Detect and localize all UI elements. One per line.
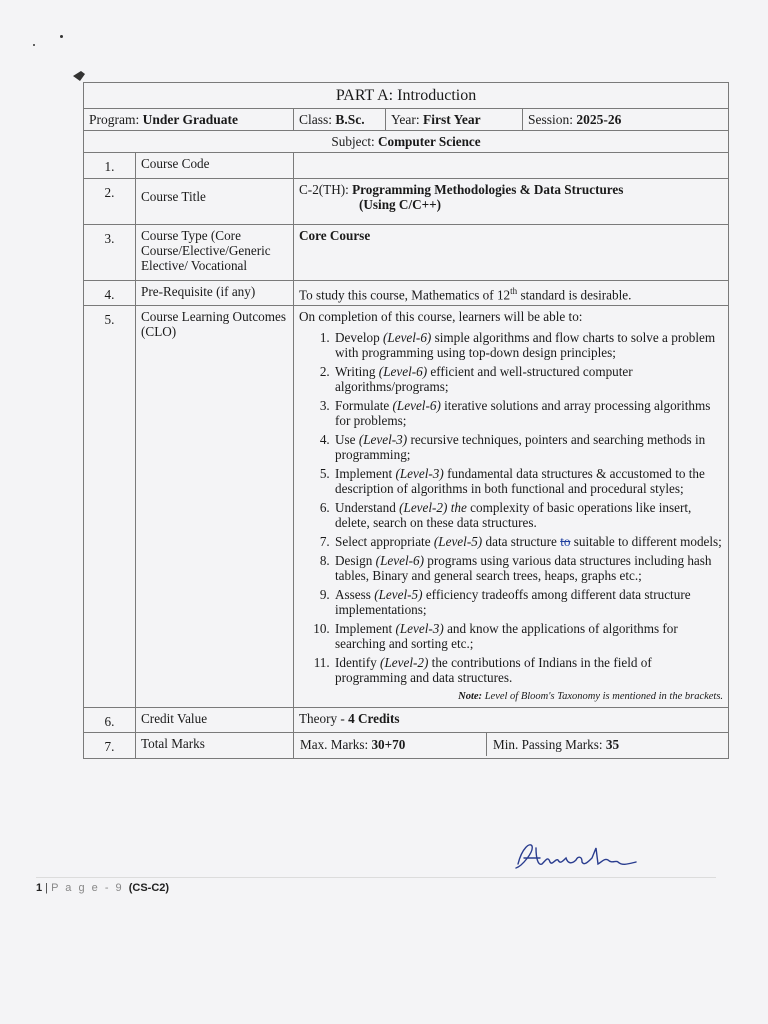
row-label: Total Marks [136,733,294,759]
clo-text: programs using various data structures including hash tables, Binary and general search trees, heaps, graphs etc.; [335,553,712,584]
clo-level: (Level-3) [395,621,444,637]
clo-text: suitable to different models; [573,534,722,550]
row-label: Pre-Requisite (if any) [136,281,294,306]
class-label: Class: [299,112,333,127]
row-number: 3. [84,225,136,281]
clo-level: (Level-6) [375,553,424,569]
row-course-code [84,153,729,179]
clo-intro: On completion of this course, learners will be able to: [299,309,583,325]
row-number: 1. [84,153,136,179]
course-title-value [294,179,729,225]
clo-level: (Level-2) the [399,500,467,516]
clo-level: (Level-2) [380,655,429,671]
row-number: 4. [84,281,136,306]
clo-list [299,330,723,685]
course-code-prefix: C-2(TH): [299,182,349,197]
clo-verb: Writing [335,364,376,380]
clo-cell [294,306,729,708]
footer-divider [36,877,716,878]
clo-verb: Assess [335,587,371,603]
clo-verb: Implement [335,621,393,637]
max-marks-value: 30+70 [371,737,406,753]
clo-level: (Level-5) [433,534,483,550]
clo-verb: Implement [335,466,393,482]
row-credit-value [84,708,729,733]
min-marks-label: Min. Passing Marks: [493,737,606,753]
row-prerequisite [84,281,729,306]
clo-strikethrough: to [560,534,571,550]
info-row [84,109,729,131]
note-label: Note: [458,691,483,703]
row-label: Credit Value [136,708,294,733]
clo-level: (Level-5) [374,587,423,603]
course-title-line2: (Using C/C++) [359,197,442,212]
row-value [294,225,729,281]
footer-number: 1 [36,882,43,894]
class-cell [294,109,386,131]
clo-text: recursive techniques, pointers and searching methods in programming; [335,432,706,463]
pin-mark-icon [72,70,86,82]
clo-verb: Design [335,553,373,569]
clo-verb: Select appropriate [335,534,431,550]
row-value [294,281,729,306]
clo-item [333,364,723,394]
min-marks [487,733,625,756]
credit-prefix: Theory - [299,711,349,727]
clo-text: data structure [485,534,557,550]
program-label: Program: [89,112,140,127]
session-value: 2025-26 [576,112,622,127]
course-info-table [83,82,729,759]
row-label: Course Code [136,153,294,179]
prereq-text: To study this course, Mathematics of 12 [299,287,511,303]
clo-text: iterative solutions and array processing algorithms for problems; [335,398,711,429]
clo-verb: Use [335,432,356,448]
scan-speck [33,44,35,46]
clo-item [333,621,723,651]
clo-text: fundamental data structures & accustomed to the description of algorithms in both functional and procedural styles; [335,466,705,497]
max-marks [294,733,487,756]
subject-value: Computer Science [377,134,481,149]
course-title-line1: Programming Methodologies & Data Structures [352,182,624,197]
taxonomy-note [299,689,723,704]
clo-level: (Level-6) [378,364,428,380]
row-course-type [84,225,729,281]
page-footer [36,882,169,894]
clo-item [333,655,723,685]
session-label: Session: [528,112,574,127]
clo-level: (Level-3) [358,432,408,448]
footer-separator: | [42,882,52,894]
subject-cell [84,131,729,153]
program-value: Under Graduate [142,112,239,127]
scan-speck [60,35,63,38]
footer-page: P a g e - 9 [51,882,129,894]
year-label: Year: [391,112,420,127]
clo-item [333,330,723,360]
clo-item [333,534,723,549]
max-marks-label: Max. Marks: [300,737,372,753]
clo-text: efficiency tradeoffs among different data structure implementations; [335,587,691,618]
clo-item [333,432,723,462]
year-cell [386,109,523,131]
clo-item [333,587,723,617]
footer-code: (CS-C2) [128,882,170,894]
clo-item [333,553,723,583]
row-clo [84,306,729,708]
row-number: 6. [84,708,136,733]
clo-level: (Level-6) [392,398,441,414]
row-course-title [84,179,729,225]
year-value: First Year [423,112,481,127]
row-label: Course Type (Core Course/Elective/Generic Elective/ Vocational [136,225,294,281]
credit-value: 4 Credits [348,711,400,727]
clo-level: (Level-3) [395,466,444,482]
session-cell [523,109,729,131]
clo-item [333,398,723,428]
row-number: 7. [84,733,136,759]
clo-text: complexity of basic operations like insert, delete, search on these data structures. [335,500,692,531]
min-marks-value: 35 [605,737,620,753]
row-value [294,708,729,733]
row-value [294,153,729,179]
clo-verb: Identify [335,655,377,671]
program-cell [84,109,294,131]
clo-verb: Formulate [335,398,390,414]
row-number: 5. [84,306,136,708]
prereq-text-end: standard is desirable. [517,287,632,303]
row-label: Course Learning Outcomes (CLO) [136,306,294,708]
signature-image [512,838,652,878]
note-text: Level of Bloom's Taxonomy is mentioned in the brackets. [482,691,724,703]
row-number: 2. [84,179,136,225]
clo-item [333,500,723,530]
clo-text: and know the applications of algorithms for searching and sorting etc.; [335,621,678,652]
clo-level: (Level-6) [382,330,432,346]
row-total-marks [84,733,729,759]
clo-text: simple algorithms and flow charts to solve a problem with programming using top-down design principles; [335,330,716,361]
class-value: B.Sc. [335,112,365,127]
clo-text: the contributions of Indians in the field of programming and data structures. [335,655,652,686]
subject-label: Subject: [331,134,375,149]
course-type-value: Core Course [299,228,371,243]
clo-item [333,466,723,496]
marks-cell [294,733,729,759]
part-title: PART A: Introduction [84,83,729,109]
clo-verb: Develop [335,330,380,346]
row-label: Course Title [136,179,294,225]
clo-verb: Understand [335,500,396,516]
prereq-sup: th [510,286,518,296]
clo-text: efficient and well-structured computer algorithms/programs; [335,364,633,395]
